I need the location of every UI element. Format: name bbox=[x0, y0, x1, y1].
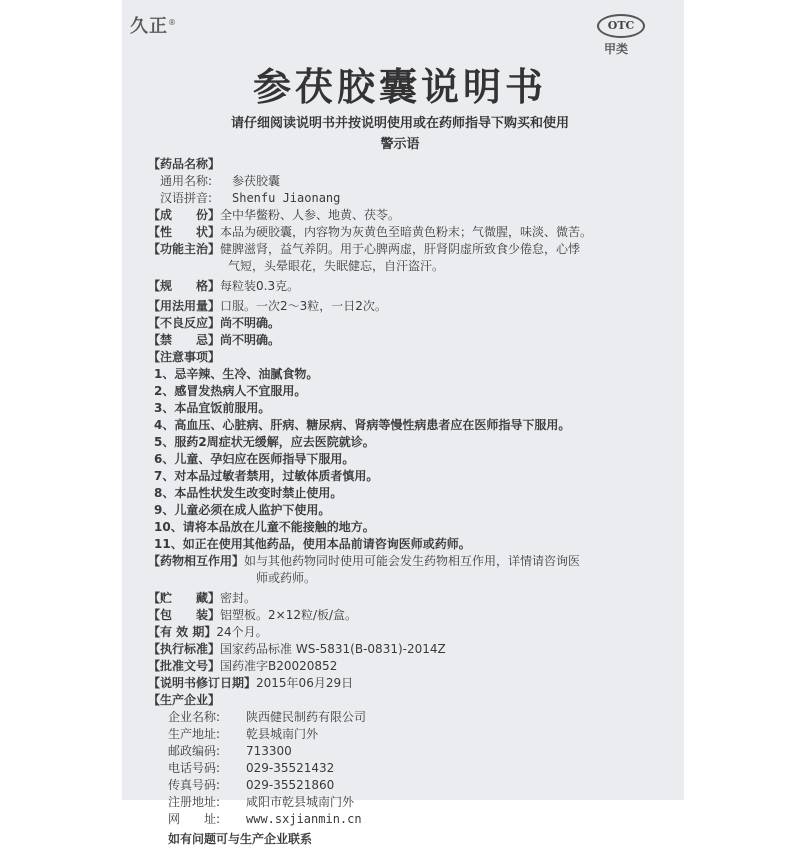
precaution-item: 2、感冒发热病人不宜服用。 bbox=[154, 384, 307, 398]
page-title: 参茯胶囊说明书 bbox=[252, 65, 547, 109]
warning-heading: 警示语 bbox=[380, 137, 420, 152]
company-field-value: 713300 bbox=[246, 744, 292, 758]
precaution-item: 4、高血压、心脏病、肝病、糖尿病、肾病等慢性病患者应在医师指导下服用。 bbox=[154, 418, 571, 432]
company-field-value: 乾县城南门外 bbox=[246, 727, 319, 741]
otc-badge: OTC bbox=[597, 14, 645, 38]
company-field-label: 邮政编码: bbox=[168, 744, 221, 758]
precautions-label: 【注意事项】 bbox=[148, 350, 221, 364]
usage-label: 【用法用量】 bbox=[148, 299, 221, 313]
storage-label: 【贮 藏】 bbox=[148, 591, 221, 605]
company-row bbox=[148, 743, 678, 760]
storage-row bbox=[148, 590, 678, 607]
indication-row bbox=[148, 241, 678, 258]
pinyin-label: 汉语拼音: bbox=[160, 191, 213, 205]
interaction-line2: 师或药师。 bbox=[256, 571, 317, 585]
company-label: 【生产企业】 bbox=[148, 693, 221, 707]
ingredients-label: 【成 份】 bbox=[148, 208, 221, 222]
approval-label: 【批准文号】 bbox=[148, 659, 221, 673]
adverse-label: 【不良反应】 bbox=[148, 316, 221, 330]
company-field-value: 029-35521432 bbox=[246, 761, 335, 775]
drug-name-label: 【药品名称】 bbox=[148, 157, 221, 171]
precaution-item: 5、服药2周症状无缓解，应去医院就诊。 bbox=[154, 435, 375, 449]
company-field-label: 生产地址: bbox=[168, 727, 221, 741]
company-field-label: 电话号码: bbox=[168, 761, 221, 775]
precaution-item: 9、儿童必须在成人监护下使用。 bbox=[154, 503, 331, 517]
company-field-label: 传真号码: bbox=[168, 778, 221, 792]
precaution-item: 11、如正在使用其他药品，使用本品前请咨询医师或药师。 bbox=[154, 537, 471, 551]
character-label: 【性 状】 bbox=[148, 225, 221, 239]
generic-name-row bbox=[148, 173, 678, 190]
adverse-value: 尚不明确。 bbox=[220, 316, 281, 330]
pinyin-row bbox=[148, 190, 678, 207]
interaction-label: 【药物相互作用】 bbox=[148, 554, 245, 568]
pinyin-value: Shenfu Jiaonang bbox=[232, 191, 341, 205]
precaution-item: 10、请将本品放在儿童不能接触的地方。 bbox=[154, 520, 375, 534]
ingredients-row bbox=[148, 207, 678, 224]
footer-note: 如有问题可与生产企业联系 bbox=[168, 832, 313, 846]
revision-label: 【说明书修订日期】 bbox=[148, 676, 257, 690]
interaction-line1: 如与其他药物同时使用可能会发生药物相互作用，详情请咨询医 bbox=[244, 554, 581, 568]
package-row bbox=[148, 607, 678, 624]
precaution-item: 3、本品宜饭前服用。 bbox=[154, 401, 271, 415]
revision-row bbox=[148, 675, 678, 692]
indication-line1: 健脾滋肾，益气养阴。用于心脾两虚，肝肾阴虚所致食少倦怠，心悸 bbox=[220, 242, 581, 256]
package-value: 铝塑板。2×12粒/板/盒。 bbox=[220, 608, 358, 622]
contra-label: 【禁 忌】 bbox=[148, 333, 221, 347]
indication-line2: 气短，头晕眼花，失眠健忘，自汗盗汗。 bbox=[228, 259, 445, 273]
precaution-item: 1、忌辛辣、生冷、油腻食物。 bbox=[154, 367, 319, 381]
contra-value: 尚不明确。 bbox=[220, 333, 281, 347]
validity-label: 【有 效 期】 bbox=[148, 625, 217, 639]
company-field-value: 029-35521860 bbox=[246, 778, 335, 792]
company-row bbox=[148, 760, 678, 777]
company-row bbox=[148, 811, 678, 828]
standard-value: 国家药品标准 WS-5831(B-0831)-2014Z bbox=[220, 642, 446, 656]
company-field-label: 注册地址: bbox=[168, 795, 221, 809]
company-field-value: 陕西健民制药有限公司 bbox=[246, 710, 367, 724]
usage-row bbox=[148, 298, 678, 315]
generic-name-value: 参茯胶囊 bbox=[232, 174, 281, 188]
brand-logo: 久正® bbox=[130, 16, 177, 37]
subtitle: 请仔细阅读说明书并按说明使用或在药师指导下购买和使用 bbox=[230, 116, 569, 131]
approval-value: 国药准字B20020852 bbox=[220, 659, 338, 673]
approval-row bbox=[148, 658, 678, 675]
revision-value: 2015年06月29日 bbox=[256, 676, 354, 690]
spec-value: 每粒装0.3克。 bbox=[220, 279, 300, 293]
precaution-item: 7、对本品过敏者禁用，过敏体质者慎用。 bbox=[154, 469, 379, 483]
company-row bbox=[148, 794, 678, 811]
spec-row bbox=[148, 278, 678, 295]
spec-label: 【规 格】 bbox=[148, 279, 221, 293]
character-value: 本品为硬胶囊，内容物为灰黄色至暗黄色粉末；气微腥，味淡、微苦。 bbox=[220, 225, 593, 239]
character-row bbox=[148, 224, 678, 241]
indication-label: 【功能主治】 bbox=[148, 242, 221, 256]
usage-value: 口服。一次2～3粒，一日2次。 bbox=[220, 299, 387, 313]
otc-class-label: 甲类 bbox=[604, 42, 629, 56]
generic-name-label: 通用名称: bbox=[160, 174, 213, 188]
company-field-value: 咸阳市乾县城南门外 bbox=[246, 795, 355, 809]
company-field-label: 网 址: bbox=[168, 812, 221, 826]
storage-value: 密封。 bbox=[220, 591, 257, 605]
validity-row bbox=[148, 624, 678, 641]
company-row bbox=[148, 726, 678, 743]
precaution-item: 6、儿童、孕妇应在医师指导下服用。 bbox=[154, 452, 355, 466]
package-label: 【包 装】 bbox=[148, 608, 221, 622]
standard-row bbox=[148, 641, 678, 658]
company-row bbox=[148, 777, 678, 794]
interaction-row bbox=[148, 553, 678, 570]
company-field-label: 企业名称: bbox=[168, 710, 221, 724]
contra-row bbox=[148, 332, 678, 349]
adverse-row bbox=[148, 315, 678, 332]
company-website: www.sxjianmin.cn bbox=[246, 812, 362, 826]
leaflet-body bbox=[148, 156, 678, 848]
ingredients-value: 全中华鳖粉、人参、地黄、茯苓。 bbox=[220, 208, 401, 222]
validity-value: 24个月。 bbox=[216, 625, 268, 639]
precaution-item: 8、本品性状发生改变时禁止使用。 bbox=[154, 486, 343, 500]
company-row bbox=[148, 709, 678, 726]
standard-label: 【执行标准】 bbox=[148, 642, 221, 656]
